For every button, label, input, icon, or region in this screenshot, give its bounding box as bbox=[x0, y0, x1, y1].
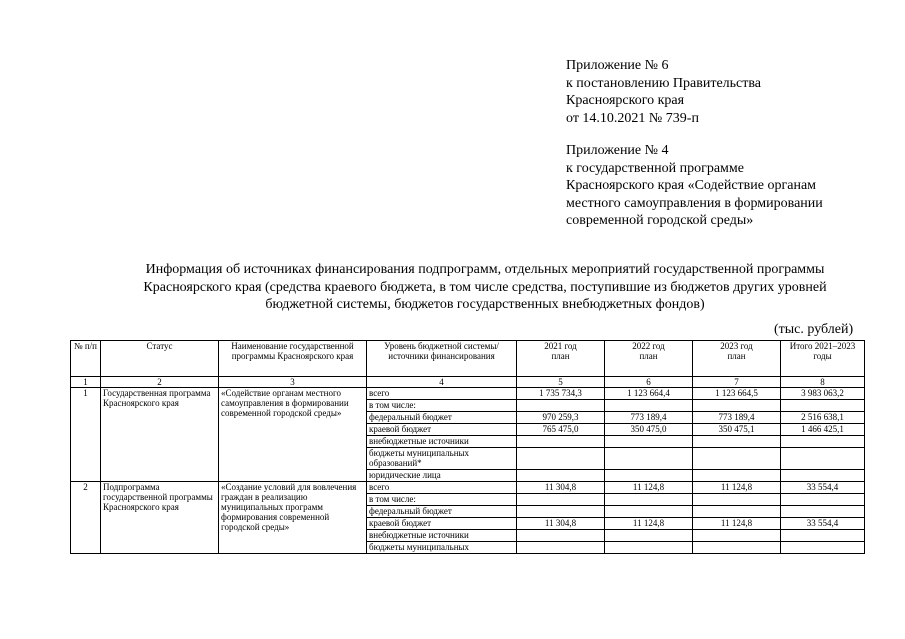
value-total bbox=[781, 542, 865, 554]
value-2021 bbox=[517, 448, 605, 470]
annex-line: современной городской среды» bbox=[566, 213, 754, 228]
header-name: Наименование государственной программы Красноярского края bbox=[219, 341, 367, 377]
funding-level: юридические лица bbox=[367, 470, 517, 482]
table-row bbox=[71, 482, 865, 494]
annex-line: Приложение № 4 bbox=[566, 143, 669, 158]
subprogram-num: 2 bbox=[71, 482, 101, 554]
value-2022 bbox=[605, 530, 693, 542]
column-number: 8 bbox=[781, 377, 865, 388]
value-2022: 1 123 664,4 bbox=[605, 388, 693, 400]
value-total: 3 983 063,2 bbox=[781, 388, 865, 400]
program-num: 1 bbox=[71, 388, 101, 482]
title-line: Красноярского края (средства краевого бюджета, в том числе средства, поступившие из бюджетов других уровней bbox=[143, 279, 827, 295]
annex-line: Приложение № 6 bbox=[566, 58, 669, 73]
value-2021 bbox=[517, 494, 605, 506]
column-number: 4 bbox=[367, 377, 517, 388]
value-2023 bbox=[693, 530, 781, 542]
value-total bbox=[781, 448, 865, 470]
value-2021 bbox=[517, 470, 605, 482]
header-2022-year: 2022 год bbox=[632, 341, 665, 351]
header-2021-plan: план bbox=[551, 351, 570, 361]
value-2022: 773 189,4 bbox=[605, 412, 693, 424]
value-2022: 11 124,8 bbox=[605, 482, 693, 494]
funding-level: внебюджетные источники bbox=[367, 436, 517, 448]
value-2023: 11 124,8 bbox=[693, 482, 781, 494]
annex-line: Красноярского края «Содействие органам bbox=[566, 178, 817, 193]
funding-level: бюджеты муниципальных bbox=[367, 542, 517, 554]
value-2023: 350 475,1 bbox=[693, 424, 781, 436]
value-2023 bbox=[693, 506, 781, 518]
header-2023 bbox=[693, 341, 781, 377]
value-total bbox=[781, 400, 865, 412]
value-2023: 773 189,4 bbox=[693, 412, 781, 424]
value-2023 bbox=[693, 542, 781, 554]
subprogram-name: «Создание условий для вовлечения граждан в реализацию муниципальных программ формирования современной городской среды» bbox=[219, 482, 367, 554]
value-total bbox=[781, 436, 865, 448]
value-2022 bbox=[605, 448, 693, 470]
funding-level: всего bbox=[367, 482, 517, 494]
annex-line: Красноярского края bbox=[566, 93, 685, 108]
funding-level: федеральный бюджет bbox=[367, 412, 517, 424]
annex-state-program bbox=[566, 142, 823, 230]
value-total: 1 466 425,1 bbox=[781, 424, 865, 436]
table-row bbox=[71, 388, 865, 400]
value-2021: 765 475,0 bbox=[517, 424, 605, 436]
value-2021 bbox=[517, 436, 605, 448]
funding-level: бюджеты муниципальных образований* bbox=[367, 448, 517, 470]
column-number: 3 bbox=[219, 377, 367, 388]
value-2023 bbox=[693, 436, 781, 448]
value-total: 33 554,4 bbox=[781, 518, 865, 530]
value-2021 bbox=[517, 530, 605, 542]
value-2021 bbox=[517, 542, 605, 554]
header-2021 bbox=[517, 341, 605, 377]
value-2023 bbox=[693, 470, 781, 482]
annex-line: к постановлению Правительства bbox=[566, 75, 762, 91]
unit-note: (тыс. рублей) bbox=[774, 322, 854, 337]
header-2023-plan: план bbox=[727, 351, 746, 361]
annex-line: от 14.10.2021 № 739-п bbox=[566, 110, 699, 126]
funding-level: в том числе: bbox=[367, 400, 517, 412]
value-2022 bbox=[605, 542, 693, 554]
value-2023: 11 124,8 bbox=[693, 518, 781, 530]
value-total bbox=[781, 506, 865, 518]
funding-level: краевой бюджет bbox=[367, 424, 517, 436]
value-2021: 11 304,8 bbox=[517, 518, 605, 530]
header-2022 bbox=[605, 341, 693, 377]
title-line: бюджетной системы, бюджетов государственных внебюджетных фондов) bbox=[265, 297, 705, 312]
value-2022 bbox=[605, 400, 693, 412]
value-2022: 350 475,0 bbox=[605, 424, 693, 436]
program-name: «Содействие органам местного самоуправления в формировании современной городской среды» bbox=[219, 388, 367, 482]
table-header-row bbox=[71, 341, 865, 377]
funding-level: федеральный бюджет bbox=[367, 506, 517, 518]
column-number: 1 bbox=[71, 377, 101, 388]
annex-line: местного самоуправления в формировании bbox=[566, 195, 823, 211]
header-2022-plan: план bbox=[639, 351, 658, 361]
value-2022 bbox=[605, 506, 693, 518]
column-number: 2 bbox=[101, 377, 219, 388]
value-total bbox=[781, 470, 865, 482]
column-number-row bbox=[71, 377, 865, 388]
financing-table bbox=[70, 340, 865, 554]
column-number: 5 bbox=[517, 377, 605, 388]
value-2023 bbox=[693, 494, 781, 506]
program-status: Государственная программа Красноярского края bbox=[101, 388, 219, 482]
annex-government-decree bbox=[566, 57, 761, 127]
value-total: 33 554,4 bbox=[781, 482, 865, 494]
value-2021 bbox=[517, 400, 605, 412]
value-total bbox=[781, 530, 865, 542]
header-num: № п/п bbox=[71, 341, 101, 377]
title-line: Информация об источниках финансирования подпрограмм, отдельных мероприятий государственной программы bbox=[145, 262, 825, 277]
header-status: Статус bbox=[101, 341, 219, 377]
funding-level: краевой бюджет bbox=[367, 518, 517, 530]
funding-level: в том числе: bbox=[367, 494, 517, 506]
value-2023: 1 123 664,5 bbox=[693, 388, 781, 400]
value-2022: 11 124,8 bbox=[605, 518, 693, 530]
column-number: 7 bbox=[693, 377, 781, 388]
value-2021: 11 304,8 bbox=[517, 482, 605, 494]
subprogram-status: Подпрограмма государственной программы Красноярского края bbox=[101, 482, 219, 554]
annex-line: к государственной программе bbox=[566, 160, 744, 176]
value-2023 bbox=[693, 448, 781, 470]
value-2021: 970 259,3 bbox=[517, 412, 605, 424]
header-level: Уровень бюджетной системы/источники финансирования bbox=[367, 341, 517, 377]
funding-level: всего bbox=[367, 388, 517, 400]
document-title bbox=[60, 261, 905, 314]
funding-level: внебюджетные источники bbox=[367, 530, 517, 542]
header-total: Итого 2021–2023 годы bbox=[781, 341, 865, 377]
column-number: 6 bbox=[605, 377, 693, 388]
value-2022 bbox=[605, 470, 693, 482]
value-total bbox=[781, 494, 865, 506]
value-2022 bbox=[605, 494, 693, 506]
value-2021: 1 735 734,3 bbox=[517, 388, 605, 400]
value-total: 2 516 638,1 bbox=[781, 412, 865, 424]
value-2023 bbox=[693, 400, 781, 412]
header-2021-year: 2021 год bbox=[544, 341, 577, 351]
value-2022 bbox=[605, 436, 693, 448]
value-2021 bbox=[517, 506, 605, 518]
header-2023-year: 2023 год bbox=[720, 341, 753, 351]
